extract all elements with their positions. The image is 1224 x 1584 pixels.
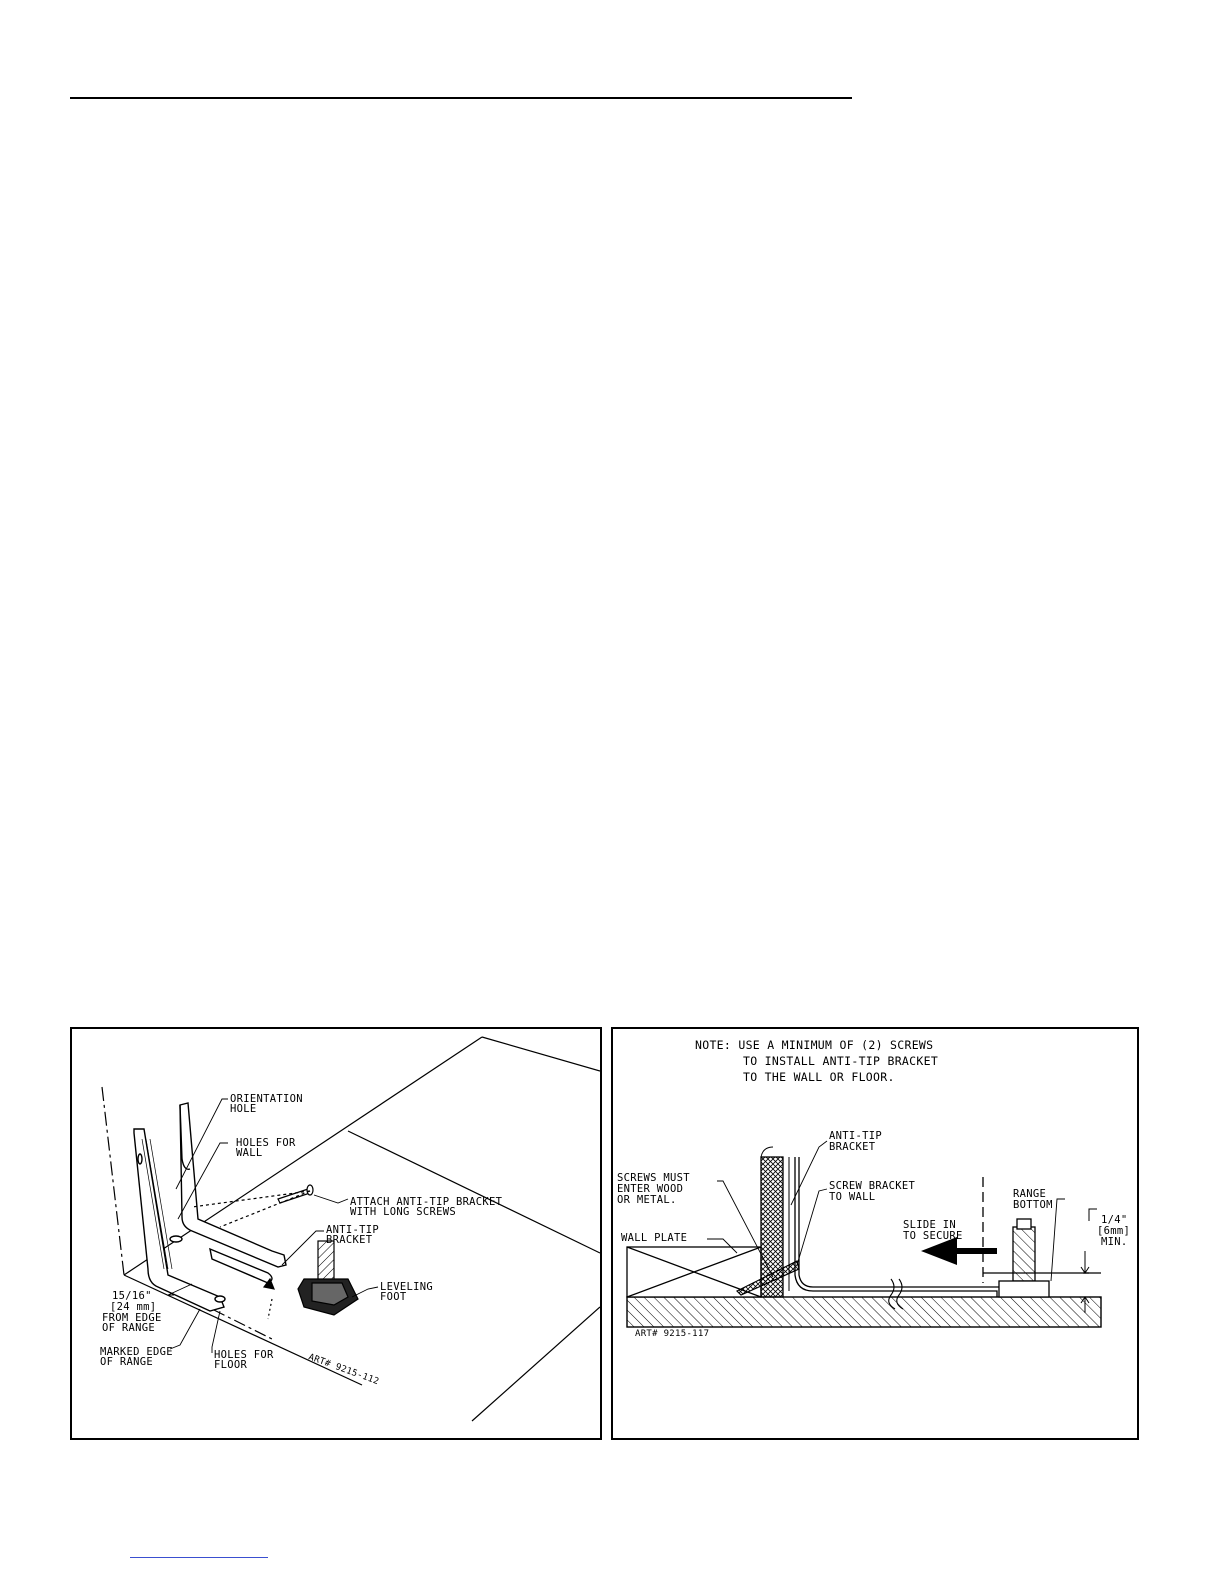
label-anti-tip-bracket-2: BRACKET [326,1234,373,1246]
label-dimension-3: FROM EDGE [102,1312,162,1324]
figure-anti-tip-bracket-section [611,1027,1139,1440]
screw-shape [192,1185,313,1227]
floor-section [627,1297,1101,1327]
label-dimension-1: 15/16" [112,1290,152,1302]
label-anti-tip-bracket-1: ANTI-TIP [829,1130,882,1142]
label-anti-tip-bracket-2: BRACKET [829,1141,876,1153]
label-range-bottom-2: BOTTOM [1013,1199,1053,1211]
label-anti-tip-bracket-1: ANTI-TIP [326,1224,379,1236]
figure-anti-tip-bracket-perspective [70,1027,602,1440]
label-clearance-3: MIN. [1101,1236,1128,1248]
label-screws-must-1: SCREWS MUST [617,1172,690,1184]
label-attach-bracket-1: ATTACH ANTI-TIP BRACKET [350,1196,503,1208]
label-marked-edge-1: MARKED EDGE [100,1346,173,1358]
label-leveling-foot-2: FOOT [380,1291,407,1303]
header-rule [70,97,852,99]
label-dimension-2: [24 mm] [110,1301,157,1313]
label-screws-must-2: ENTER WOOD [617,1183,684,1195]
label-attach-bracket-2: WITH LONG SCREWS [350,1206,456,1218]
label-range-bottom-1: RANGE [1013,1188,1047,1200]
art-number: ART# 9215-112 [306,1352,381,1388]
anti-tip-bracket-shape [134,1103,286,1311]
note-line-1: NOTE: USE A MINIMUM OF (2) SCREWS [695,1038,934,1052]
bracket-perspective-drawing [72,1029,600,1438]
label-screw-bracket-1: SCREW BRACKET [829,1180,916,1192]
note-line-3: TO THE WALL OR FLOOR. [743,1070,895,1084]
label-orientation-hole-2: HOLE [230,1103,257,1115]
label-screws-must-3: OR METAL. [617,1194,677,1206]
footer-link-underline [130,1557,268,1558]
label-wall-plate: WALL PLATE [621,1232,688,1244]
label-holes-for-wall-2: WALL [236,1147,263,1159]
label-clearance-2: [6mm] [1097,1225,1131,1237]
label-holes-for-floor-1: HOLES FOR [214,1349,274,1361]
label-dimension-4: OF RANGE [102,1322,155,1334]
label-holes-for-wall-1: HOLES FOR [236,1137,296,1149]
art-number: ART# 9215-117 [635,1329,710,1339]
label-slide-in-1: SLIDE IN [903,1219,956,1231]
label-holes-for-floor-2: FLOOR [214,1359,248,1371]
label-marked-edge-2: OF RANGE [100,1356,153,1368]
label-screw-bracket-2: TO WALL [829,1191,876,1203]
label-clearance-1: 1/4" [1101,1214,1128,1226]
label-slide-in-2: TO SECURE [903,1230,963,1242]
note-line-2: TO INSTALL ANTI-TIP BRACKET [743,1054,939,1068]
label-orientation-hole-1: ORIENTATION [230,1093,303,1105]
label-leveling-foot-1: LEVELING [380,1281,433,1293]
bracket-section-drawing [613,1029,1137,1438]
